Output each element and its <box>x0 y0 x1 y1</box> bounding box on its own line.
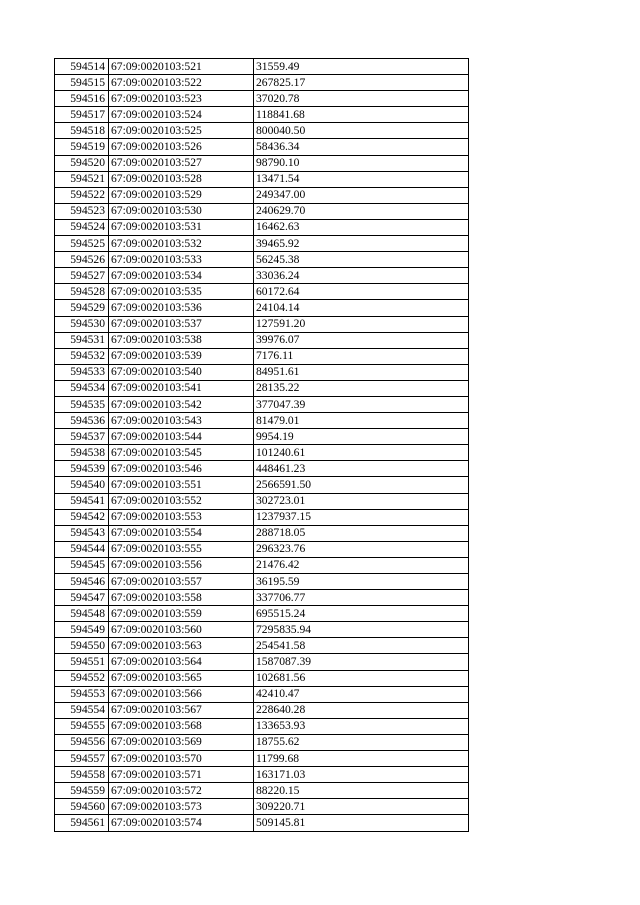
value-cell: 118841.68 <box>254 107 469 123</box>
cadastral-number-cell: 67:09:0020103:529 <box>109 187 254 203</box>
row-id-cell: 594529 <box>55 300 109 316</box>
table-row <box>55 300 469 316</box>
table-row <box>55 203 469 219</box>
table-row <box>55 171 469 187</box>
table-row <box>55 59 469 75</box>
table-row <box>55 316 469 332</box>
cadastral-number-cell: 67:09:0020103:521 <box>109 59 254 75</box>
table-row <box>55 396 469 412</box>
value-cell: 60172.64 <box>254 284 469 300</box>
table-row <box>55 751 469 767</box>
value-cell: 163171.03 <box>254 767 469 783</box>
value-cell: 377047.39 <box>254 396 469 412</box>
row-id-cell: 594521 <box>55 171 109 187</box>
row-id-cell: 594548 <box>55 606 109 622</box>
cadastral-number-cell: 67:09:0020103:535 <box>109 284 254 300</box>
cadastral-number-cell: 67:09:0020103:541 <box>109 380 254 396</box>
cadastral-number-cell: 67:09:0020103:552 <box>109 493 254 509</box>
table-row <box>55 606 469 622</box>
value-cell: 56245.38 <box>254 252 469 268</box>
table-row <box>55 380 469 396</box>
row-id-cell: 594561 <box>55 815 109 831</box>
row-id-cell: 594546 <box>55 574 109 590</box>
cadastral-number-cell: 67:09:0020103:530 <box>109 203 254 219</box>
row-id-cell: 594556 <box>55 734 109 750</box>
value-cell: 337706.77 <box>254 590 469 606</box>
value-cell: 58436.34 <box>254 139 469 155</box>
cadastral-number-cell: 67:09:0020103:569 <box>109 734 254 750</box>
row-id-cell: 594558 <box>55 767 109 783</box>
cadastral-number-cell: 67:09:0020103:565 <box>109 670 254 686</box>
row-id-cell: 594519 <box>55 139 109 155</box>
table-row <box>55 686 469 702</box>
row-id-cell: 594531 <box>55 332 109 348</box>
row-id-cell: 594557 <box>55 751 109 767</box>
row-id-cell: 594543 <box>55 525 109 541</box>
value-cell: 7176.11 <box>254 348 469 364</box>
row-id-cell: 594524 <box>55 219 109 235</box>
cadastral-number-cell: 67:09:0020103:522 <box>109 75 254 91</box>
cadastral-number-cell: 67:09:0020103:524 <box>109 107 254 123</box>
cadastral-number-cell: 67:09:0020103:523 <box>109 91 254 107</box>
cadastral-number-cell: 67:09:0020103:555 <box>109 541 254 557</box>
row-id-cell: 594534 <box>55 380 109 396</box>
row-id-cell: 594559 <box>55 783 109 799</box>
cadastral-number-cell: 67:09:0020103:558 <box>109 590 254 606</box>
table-row <box>55 413 469 429</box>
row-id-cell: 594552 <box>55 670 109 686</box>
value-cell: 84951.61 <box>254 364 469 380</box>
value-cell: 24104.14 <box>254 300 469 316</box>
cadastral-number-cell: 67:09:0020103:556 <box>109 557 254 573</box>
table-row <box>55 767 469 783</box>
value-cell: 88220.15 <box>254 783 469 799</box>
table-body <box>55 59 469 832</box>
data-table <box>54 58 469 832</box>
row-id-cell: 594539 <box>55 461 109 477</box>
row-id-cell: 594560 <box>55 799 109 815</box>
row-id-cell: 594540 <box>55 477 109 493</box>
value-cell: 254541.58 <box>254 638 469 654</box>
value-cell: 7295835.94 <box>254 622 469 638</box>
cadastral-number-cell: 67:09:0020103:527 <box>109 155 254 171</box>
value-cell: 133653.93 <box>254 718 469 734</box>
value-cell: 2566591.50 <box>254 477 469 493</box>
cadastral-number-cell: 67:09:0020103:568 <box>109 718 254 734</box>
row-id-cell: 594533 <box>55 364 109 380</box>
row-id-cell: 594551 <box>55 654 109 670</box>
cadastral-number-cell: 67:09:0020103:534 <box>109 268 254 284</box>
value-cell: 509145.81 <box>254 815 469 831</box>
table-row <box>55 155 469 171</box>
cadastral-number-cell: 67:09:0020103:571 <box>109 767 254 783</box>
value-cell: 102681.56 <box>254 670 469 686</box>
table-row <box>55 509 469 525</box>
row-id-cell: 594532 <box>55 348 109 364</box>
table-row <box>55 139 469 155</box>
table-row <box>55 654 469 670</box>
cadastral-number-cell: 67:09:0020103:545 <box>109 445 254 461</box>
value-cell: 33036.24 <box>254 268 469 284</box>
table-row <box>55 429 469 445</box>
table-row <box>55 477 469 493</box>
row-id-cell: 594545 <box>55 557 109 573</box>
value-cell: 39976.07 <box>254 332 469 348</box>
row-id-cell: 594517 <box>55 107 109 123</box>
cadastral-number-cell: 67:09:0020103:567 <box>109 702 254 718</box>
value-cell: 21476.42 <box>254 557 469 573</box>
table-row <box>55 445 469 461</box>
value-cell: 127591.20 <box>254 316 469 332</box>
value-cell: 249347.00 <box>254 187 469 203</box>
cadastral-number-cell: 67:09:0020103:540 <box>109 364 254 380</box>
table-row <box>55 461 469 477</box>
row-id-cell: 594536 <box>55 413 109 429</box>
table-row <box>55 574 469 590</box>
value-cell: 695515.24 <box>254 606 469 622</box>
row-id-cell: 594523 <box>55 203 109 219</box>
value-cell: 9954.19 <box>254 429 469 445</box>
cadastral-number-cell: 67:09:0020103:543 <box>109 413 254 429</box>
table-row <box>55 493 469 509</box>
row-id-cell: 594516 <box>55 91 109 107</box>
value-cell: 288718.05 <box>254 525 469 541</box>
value-cell: 98790.10 <box>254 155 469 171</box>
cadastral-number-cell: 67:09:0020103:526 <box>109 139 254 155</box>
table-row <box>55 702 469 718</box>
table-row <box>55 219 469 235</box>
value-cell: 1587087.39 <box>254 654 469 670</box>
value-cell: 1237937.15 <box>254 509 469 525</box>
value-cell: 39465.92 <box>254 236 469 252</box>
row-id-cell: 594520 <box>55 155 109 171</box>
table-row <box>55 284 469 300</box>
table-row <box>55 123 469 139</box>
cadastral-number-cell: 67:09:0020103:538 <box>109 332 254 348</box>
cadastral-number-cell: 67:09:0020103:537 <box>109 316 254 332</box>
value-cell: 228640.28 <box>254 702 469 718</box>
row-id-cell: 594528 <box>55 284 109 300</box>
cadastral-number-cell: 67:09:0020103:533 <box>109 252 254 268</box>
table-row <box>55 590 469 606</box>
row-id-cell: 594542 <box>55 509 109 525</box>
cadastral-number-cell: 67:09:0020103:557 <box>109 574 254 590</box>
cadastral-number-cell: 67:09:0020103:574 <box>109 815 254 831</box>
cadastral-number-cell: 67:09:0020103:563 <box>109 638 254 654</box>
table-row <box>55 525 469 541</box>
value-cell: 31559.49 <box>254 59 469 75</box>
table-row <box>55 91 469 107</box>
value-cell: 16462.63 <box>254 219 469 235</box>
value-cell: 800040.50 <box>254 123 469 139</box>
cadastral-number-cell: 67:09:0020103:551 <box>109 477 254 493</box>
cadastral-number-cell: 67:09:0020103:532 <box>109 236 254 252</box>
row-id-cell: 594554 <box>55 702 109 718</box>
cadastral-number-cell: 67:09:0020103:525 <box>109 123 254 139</box>
table-row <box>55 718 469 734</box>
table-row <box>55 670 469 686</box>
value-cell: 81479.01 <box>254 413 469 429</box>
row-id-cell: 594555 <box>55 718 109 734</box>
table-row <box>55 622 469 638</box>
value-cell: 267825.17 <box>254 75 469 91</box>
value-cell: 13471.54 <box>254 171 469 187</box>
value-cell: 101240.61 <box>254 445 469 461</box>
cadastral-number-cell: 67:09:0020103:528 <box>109 171 254 187</box>
value-cell: 37020.78 <box>254 91 469 107</box>
table-row <box>55 638 469 654</box>
row-id-cell: 594538 <box>55 445 109 461</box>
value-cell: 309220.71 <box>254 799 469 815</box>
cadastral-number-cell: 67:09:0020103:564 <box>109 654 254 670</box>
cadastral-number-cell: 67:09:0020103:553 <box>109 509 254 525</box>
value-cell: 240629.70 <box>254 203 469 219</box>
table-row <box>55 815 469 831</box>
row-id-cell: 594549 <box>55 622 109 638</box>
value-cell: 28135.22 <box>254 380 469 396</box>
row-id-cell: 594530 <box>55 316 109 332</box>
table-row <box>55 187 469 203</box>
row-id-cell: 594514 <box>55 59 109 75</box>
cadastral-number-cell: 67:09:0020103:531 <box>109 219 254 235</box>
row-id-cell: 594537 <box>55 429 109 445</box>
table-row <box>55 783 469 799</box>
table-row <box>55 268 469 284</box>
cadastral-number-cell: 67:09:0020103:544 <box>109 429 254 445</box>
table-row <box>55 541 469 557</box>
row-id-cell: 594547 <box>55 590 109 606</box>
table-row <box>55 332 469 348</box>
row-id-cell: 594515 <box>55 75 109 91</box>
table-row <box>55 799 469 815</box>
row-id-cell: 594553 <box>55 686 109 702</box>
value-cell: 302723.01 <box>254 493 469 509</box>
table-row <box>55 364 469 380</box>
table-row <box>55 236 469 252</box>
cadastral-number-cell: 67:09:0020103:560 <box>109 622 254 638</box>
cadastral-number-cell: 67:09:0020103:539 <box>109 348 254 364</box>
cadastral-number-cell: 67:09:0020103:570 <box>109 751 254 767</box>
table-row <box>55 734 469 750</box>
cadastral-number-cell: 67:09:0020103:559 <box>109 606 254 622</box>
value-cell: 11799.68 <box>254 751 469 767</box>
row-id-cell: 594527 <box>55 268 109 284</box>
cadastral-number-cell: 67:09:0020103:573 <box>109 799 254 815</box>
value-cell: 448461.23 <box>254 461 469 477</box>
cadastral-number-cell: 67:09:0020103:572 <box>109 783 254 799</box>
table-row <box>55 348 469 364</box>
cadastral-number-cell: 67:09:0020103:536 <box>109 300 254 316</box>
value-cell: 42410.47 <box>254 686 469 702</box>
cadastral-number-cell: 67:09:0020103:554 <box>109 525 254 541</box>
row-id-cell: 594541 <box>55 493 109 509</box>
cadastral-number-cell: 67:09:0020103:546 <box>109 461 254 477</box>
value-cell: 18755.62 <box>254 734 469 750</box>
row-id-cell: 594550 <box>55 638 109 654</box>
row-id-cell: 594544 <box>55 541 109 557</box>
cadastral-number-cell: 67:09:0020103:542 <box>109 396 254 412</box>
value-cell: 296323.76 <box>254 541 469 557</box>
row-id-cell: 594522 <box>55 187 109 203</box>
table-row <box>55 557 469 573</box>
table-row <box>55 252 469 268</box>
table-row <box>55 75 469 91</box>
value-cell: 36195.59 <box>254 574 469 590</box>
table-row <box>55 107 469 123</box>
row-id-cell: 594525 <box>55 236 109 252</box>
row-id-cell: 594518 <box>55 123 109 139</box>
row-id-cell: 594526 <box>55 252 109 268</box>
row-id-cell: 594535 <box>55 396 109 412</box>
cadastral-number-cell: 67:09:0020103:566 <box>109 686 254 702</box>
